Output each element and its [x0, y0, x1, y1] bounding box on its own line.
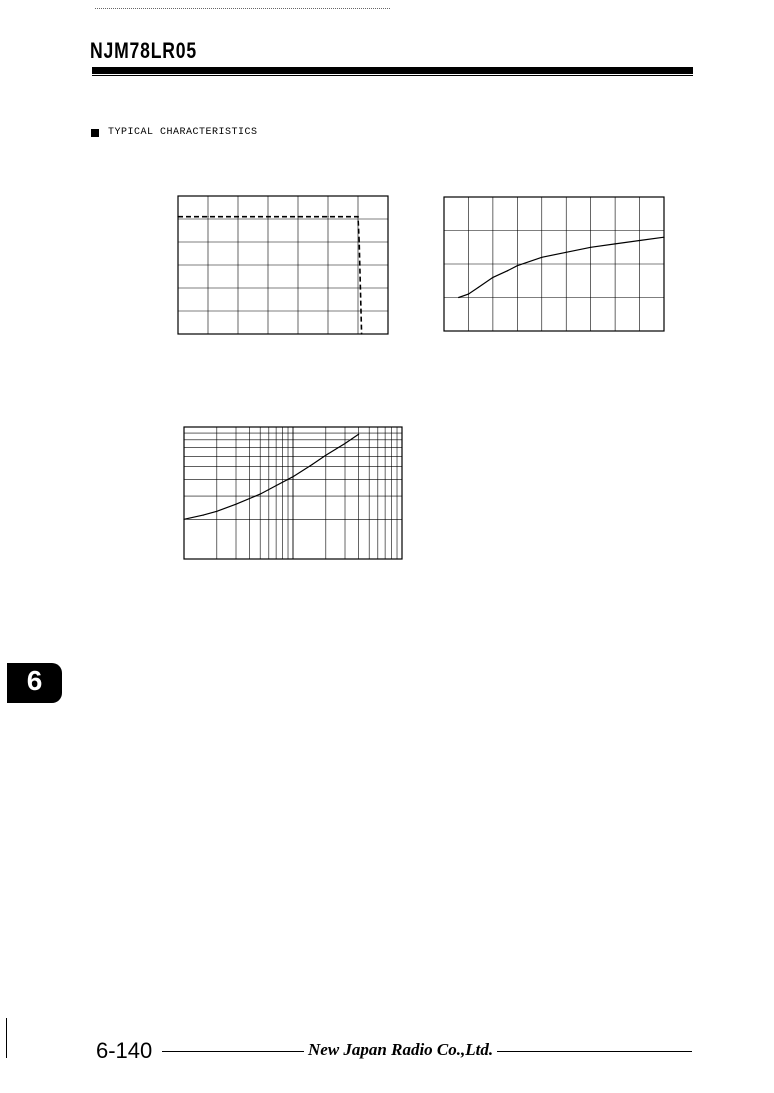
data-point: [325, 455, 326, 456]
data-point: [297, 216, 298, 217]
data-point: [260, 494, 261, 495]
chart-vout-vs-temp: [400, 160, 690, 375]
data-point: [566, 252, 567, 253]
section-title: TYPICAL CHARACTERISTICS: [108, 127, 258, 138]
data-point: [237, 216, 238, 217]
data-point: [344, 443, 345, 444]
top-dotted-rule: [95, 8, 390, 9]
data-point: [235, 504, 236, 505]
company-name: New Japan Radio Co.,Ltd.: [304, 1040, 497, 1060]
data-point: [183, 519, 184, 520]
margin-line: [6, 1018, 7, 1058]
data-point: [663, 237, 664, 238]
page-number: 6-140: [96, 1038, 153, 1063]
chart-reset-vout-vs-sink: [140, 390, 430, 605]
data-point: [361, 333, 362, 334]
series-line: [184, 434, 359, 519]
data-point: [517, 265, 518, 266]
data-point: [541, 257, 542, 258]
data-point: [615, 243, 616, 244]
data-point: [359, 241, 360, 242]
part-number: NJM78LR05: [90, 38, 197, 63]
data-point: [478, 287, 479, 288]
header-thin-rule: [92, 75, 693, 76]
data-point: [267, 216, 268, 217]
data-point: [590, 247, 591, 248]
data-point: [327, 216, 328, 217]
data-point: [203, 515, 204, 516]
data-point: [639, 240, 640, 241]
data-point: [276, 485, 277, 486]
data-point: [507, 270, 508, 271]
series-line: [459, 237, 664, 297]
header-rule: [92, 67, 693, 74]
data-point: [458, 297, 459, 298]
series-line: [178, 217, 362, 334]
data-point: [216, 511, 217, 512]
chart-thermal-shutdown: [140, 160, 410, 375]
data-point: [312, 464, 313, 465]
data-point: [360, 287, 361, 288]
chapter-number: 6: [26, 665, 43, 696]
section-bullet-icon: [91, 129, 99, 137]
data-point: [292, 476, 293, 477]
data-point: [357, 216, 358, 217]
data-point: [207, 216, 208, 217]
data-point: [358, 434, 359, 435]
data-point: [468, 294, 469, 295]
data-point: [177, 216, 178, 217]
data-point: [492, 277, 493, 278]
